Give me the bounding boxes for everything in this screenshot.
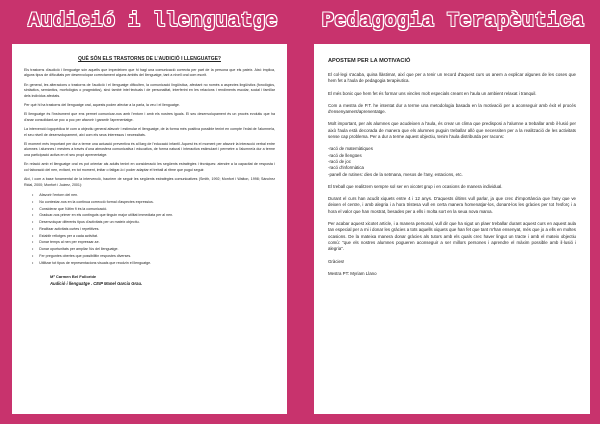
right-paragraph: Molt important, per als alumnes que acudeixen a l'aula, és crear un clima que predisposi a l'alumne a treballar amb il·lusió per això l'aula està decorada de manera que els alumnes puguin treballar allò que necessiten per a la realització de les activitats sense cap problema. Per a dur a terme aquest objectiu, tenim l'aula distribuïda per racons: <box>328 121 576 140</box>
left-paragraph: La intervenció logopèdica té com a objectiu general afavorir i estimular el llenguatge, de la forma més positiva possible tenint en compte l'edat de l'alumne/a, el seu nivell de desenvolupament, així com els seus interessos i necessitats. <box>24 127 275 137</box>
right-closing: Gràcies! <box>328 258 345 264</box>
list-item: • Donar temps al nen per expressar-se. <box>32 239 275 246</box>
list-item: • Donar oportunitats per ampliar l'ús del llenguatge. <box>32 246 275 253</box>
left-paragraph: En relació amb el llenguatge oral es pot orientar als adults tenint en consideració les següents estratègies i tècniques: atendre a la capacitat de resposta i col·laboració del nen, evitant, en tot moment, imitar o fatigar-lo i poder adaptar el treball al ritme que pugui seguir. <box>24 162 275 172</box>
list-item: -racó de matemàtiques <box>328 146 373 152</box>
list-item: • Establir rellotges per a cada activitat. <box>32 233 275 240</box>
list-item: • Afavorir l'entorn del nen. <box>32 192 275 199</box>
list-item: • Desenvolupar diferents tipus d'activitats per un mateix objectiu. <box>32 219 275 226</box>
list-item: -racó de joc <box>328 158 351 164</box>
right-paragraph: El més bonic que hem fet és formar uns vincles molt especials creant en l'aula un ambient relaxat i tranquil. <box>328 90 537 96</box>
list-item: • Utilitzar tot tipus de representacions visuals que recolzin el llenguatge. <box>32 260 275 267</box>
right-paragraph: Per acabar aquest xicotet article, i a manera personal, vull dir que ha sigut un plaer treballar durant aquest curs en aquest aula tan especial per a mi i donar les gràcies a tots aquells xiquets que han fet que tant m'han ensenyat, més que jo a ells en moltes ocasions. De la mateixa manera donar gràcies als tutors amb els quals crec haver lingut un tracte i amb el mateix objectiu comú: "que els nostres alumnes pogueren aconseguir a ser millors persones i aprendre el màxim possible amb il·lusió i alegria". <box>328 221 576 252</box>
left-paragraph: En general, les alteracions o trastorns de l'audició i el llenguatge dificulten, la comunicació lingüística, afectant no només a aspectes lingüístics (fonològics, sintàctics, semàntics, morfològics o pragmàtics), sinó també intel·lectuals i de personalitat, interferint en les relacions i rendiments escolar, social i familiar dels individus afectats. <box>24 82 275 98</box>
left-signature: Mª Carmen Bel Folloride <box>50 273 97 279</box>
list-item: -panell de rutines: dies de la setmana, mesos de l'any, estacions, etc. <box>328 171 463 177</box>
left-page-paragraphs <box>24 68 275 188</box>
right-paragraph: El col·legi s'acaba, quina llàstima!, així que per a tenir un record d'aquest curs us anem a explicar algunes de les coses que hem fet a l'aula de pedagogia terapèutica. <box>328 72 576 84</box>
right-banner-title: Pedagogia Terapèutica <box>322 10 585 33</box>
racons-list <box>328 146 576 177</box>
list-item: -racó de llengües <box>328 152 362 158</box>
left-paragraph: Els trastorns d'audició i llenguatge són aquells que impedeixen que hi hagi una comunicació correcta per part de la persona que els pateix. Això implica, alguns tipus de dificultats per desenvolupar correctament alguns àmbits del llenguatge, tant a nivell oral com escrit. <box>24 68 275 78</box>
right-paragraph: Com a mestra de P.T. he intentat dur a terme una metodologia basada en la motivació per a aconseguir amb èxit el procés d'ensenyament/aprenentatge. <box>328 102 576 115</box>
left-document-page <box>12 44 287 414</box>
left-banner-title: Audició i llenguatge <box>28 10 279 33</box>
right-paragraph: El treball que realitzem sempre sol ser en xicotet grup i en ocasions de manera individual. <box>328 183 503 189</box>
right-signature: Mestra PT: Myriam Llano <box>328 270 377 276</box>
left-paragraph: Per què hi ha trastorns del llenguatge oral, aquests poden afectar a la parla, la veu i el llenguatge. <box>24 103 180 108</box>
right-page-title: APOSTEM PER LA MOTIVACIÓ <box>328 58 411 64</box>
left-paragraph: El moment més important per dur a terme una actuació preventiva és al llarg de l'educació infantil. Aquest és el moment per afavorir la interacció verbal entre alumnes i alumnes i mestres a través d'una atmosfera comunicativa i educativa, de forma natural i interactiva estimulant i permetre a l'alumne/a dur a terme una participació activa en el seu propi aprenentatge. <box>24 142 275 157</box>
list-item: • Graduar-nos primer en els continguts que tinguin major utilitat immediata per al nen. <box>32 212 275 219</box>
right-document-page <box>314 44 590 414</box>
list-item: • Considerar que l'últim fi és la comunicació. <box>32 206 275 213</box>
left-page-title: QUÈ SÓN ELS TRASTORNS DE L'AUDICIÓ I LLENGUATGE? <box>78 56 221 62</box>
right-paragraph: Durant el curs han acudit xiquets entre 4 i 12 anys. D'aquests últims vull parlar, ja que crec d'importància que l'any que ve deixen el centre, i amb alegria i a hora tristesa vull en certa manera homenatjar-los, donant-los les gràcies per tot l'esforç i a hora el valor que han mostrat, besades per a ells i molta sort en la seua nova marxa. <box>328 196 576 214</box>
left-paragraph: El llenguatge és l'instrument que ens permet comunicar-nos amb l'entorn i amb els nostres iguals. El seu desenvolupament és un procés evolutiu que ha d'anar consolidant-se poc a poc per afavorir i garantir l'aprenentatge. <box>24 112 275 122</box>
left-paragraph: Així, i com a base fonamental de la intervenció, hauríem de seguir les següents estratègies comunicatives (Smith, 1992; Monfort i Walton, 1998; Sánchez Ridal, 2000; Monfort i Juárez, 2001): <box>24 177 275 187</box>
list-item: -racó d'informàtica <box>328 165 364 171</box>
list-item: • No contestar-nos en la continua correcció formal d'aspectes expressius. <box>32 199 275 206</box>
list-item: • Realitzar activitats curtes i repetitives. <box>32 226 275 233</box>
left-school-line: Audició i llenguatge . CEIP Manel Garcia Grau. <box>50 280 143 286</box>
strategy-bullet-list <box>32 192 275 267</box>
list-item: • Fer preguntes obertes que possibilitin respostes diverses. <box>32 253 275 260</box>
